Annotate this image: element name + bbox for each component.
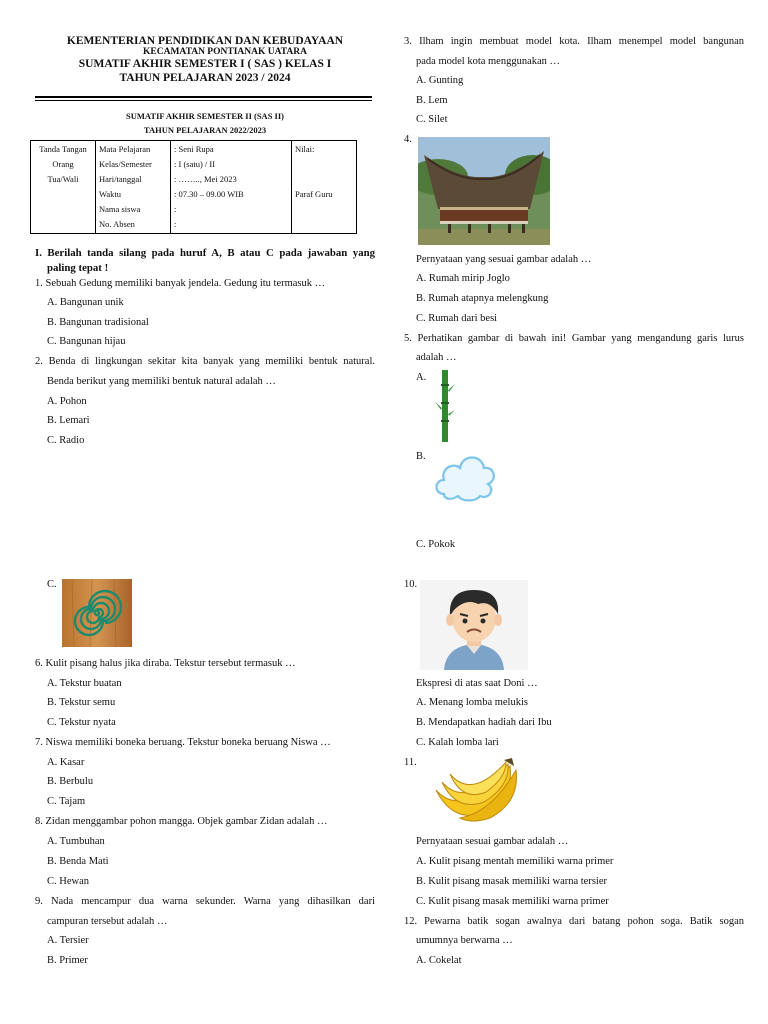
q10-option-c[interactable]: C. Kalah lomba lari [416, 737, 499, 748]
q6-option-a[interactable]: A. Tekstur buatan [47, 678, 122, 689]
q5-text: 5. Perhatikan gambar di bawah ini! Gambar yang mengandung garis lurus [404, 333, 744, 344]
q3-option-b[interactable]: B. Lem [416, 95, 448, 106]
q11-option-b[interactable]: B. Kulit pisang masak memiliki warna tersier [416, 876, 607, 887]
q5-option-c[interactable]: C. Pokok [416, 539, 456, 550]
q7-option-c[interactable]: C. Tajam [47, 796, 86, 807]
q12-option-a[interactable]: A. Cokelat [416, 955, 462, 966]
q4-option-b[interactable]: B. Rumah atapnya melengkung [416, 293, 549, 304]
q1-option-c[interactable]: C. Bangunan hijau [47, 336, 126, 347]
q5-option-b[interactable]: B. [416, 451, 426, 462]
q6-option-b[interactable]: B. Tekstur semu [47, 697, 116, 708]
sub-year-title: TAHUN PELAJARAN 2022/2023 [143, 125, 267, 135]
spiral-image [62, 579, 132, 647]
section-instruction: I. Berilah tanda silang pada huruf A, B atau C pada jawaban yang [35, 247, 375, 259]
q1-text: 1. Sebuah Gedung memiliki banyak jendela. Gedung itu termasuk … [35, 278, 326, 289]
header-rule-thick [35, 96, 372, 98]
traditional-house-image [418, 137, 550, 245]
q5-option-a[interactable]: A. [416, 372, 427, 383]
q9-text-line2: campuran tersebut adalah … [47, 916, 168, 927]
q2-option-a[interactable]: A. Pohon [47, 396, 87, 407]
parent-signature-cell: Tanda Tangan Orang Tua/Wali [31, 141, 96, 234]
q10-option-a[interactable]: A. Menang lomba melukis [416, 697, 528, 708]
q12-text-line2: umumnya berwarna … [416, 935, 513, 946]
left-option-c-label[interactable]: C. [47, 579, 57, 590]
q7-option-b[interactable]: B. Berbulu [47, 776, 94, 787]
q4-option-c[interactable]: C. Rumah dari besi [416, 313, 498, 324]
q6-text: 6. Kulit pisang halus jika diraba. Tekstur tersebut termasuk … [35, 658, 296, 669]
header-ministry: KEMENTERIAN PENDIDIKAN DAN KEBUDAYAAN [66, 35, 344, 47]
q10-text: Ekspresi di atas saat Doni … [416, 678, 538, 689]
q10-option-b[interactable]: B. Mendapatkan hadiah dari Ibu [416, 717, 552, 728]
q3-option-c[interactable]: C. Silet [416, 114, 448, 125]
q4-text: Pernyataan yang sesuai gambar adalah … [416, 254, 592, 265]
score-cell: Nilai: Paraf Guru [292, 141, 357, 234]
student-info-table [30, 140, 357, 234]
bamboo-image [434, 370, 456, 442]
sub-exam-title: SUMATIF AKHIR SEMESTER II (SAS II) [126, 111, 284, 121]
header-rule-thin [35, 100, 372, 101]
header-year: TAHUN PELAJARAN 2023 / 2024 [119, 72, 291, 84]
info-values-cell: : Seni Rupa : I (satu) / II : …….., Mei 2023 : 07.30 – 09.00 WIB : : [171, 141, 292, 234]
q11-text: Pernyataan sesuai gambar adalah … [416, 836, 569, 847]
q8-option-b[interactable]: B. Benda Mati [47, 856, 109, 867]
section-instruction-line2: paling tepat ! [47, 262, 109, 274]
q11-option-a[interactable]: A. Kulit pisang mentah memiliki warna primer [416, 856, 614, 867]
q2-option-b[interactable]: B. Lemari [47, 415, 90, 426]
q1-option-b[interactable]: B. Bangunan tradisional [47, 317, 149, 328]
q2-text: 2. Benda di lingkungan sekitar kita banyak yang memiliki bentuk natural. [35, 356, 375, 367]
q12-text: 12. Pewarna batik sogan awalnya dari batang pohon soga. Batik sogan [404, 916, 744, 927]
header-district: KECAMATAN PONTIANAK UATARA [143, 47, 307, 57]
q3-option-a[interactable]: A. Gunting [416, 75, 464, 86]
q2-text-line2: Benda berikut yang memiliki bentuk natural adalah … [47, 376, 276, 387]
q8-option-c[interactable]: C. Hewan [47, 876, 89, 887]
q4-option-a[interactable]: A. Rumah mirip Joglo [416, 273, 510, 284]
sad-boy-image [420, 580, 528, 670]
q10-number: 10. [404, 579, 418, 590]
q9-option-b[interactable]: B. Primer [47, 955, 88, 966]
banana-image [432, 756, 522, 824]
q1-option-a[interactable]: A. Bangunan unik [47, 297, 124, 308]
q7-text: 7. Niswa memiliki boneka beruang. Tekstur boneka beruang Niswa … [35, 737, 331, 748]
info-labels-cell: Mata Pelajaran Kelas/Semester Hari/tanggal Waktu Nama siswa No. Absen [96, 141, 171, 234]
q6-option-c[interactable]: C. Tekstur nyata [47, 717, 116, 728]
q7-option-a[interactable]: A. Kasar [47, 757, 85, 768]
q8-text: 8. Zidan menggambar pohon mangga. Objek gambar Zidan adalah … [35, 816, 328, 827]
q9-text: 9. Nada mencampur dua warna sekunder. Warna yang dihasilkan dari [35, 896, 375, 907]
q4-number: 4. [404, 134, 412, 145]
cloud-image [432, 446, 498, 504]
q8-option-a[interactable]: A. Tumbuhan [47, 836, 105, 847]
q9-option-a[interactable]: A. Tersier [47, 935, 89, 946]
q5-text-line2: adalah … [416, 352, 457, 363]
q3-text: 3. Ilham ingin membuat model kota. Ilham menempel model bangunan [404, 36, 744, 47]
q3-text-line2: pada model kota menggunakan … [416, 56, 561, 67]
q11-option-c[interactable]: C. Kulit pisang masak memiliki warna primer [416, 896, 609, 907]
header-exam: SUMATIF AKHIR SEMESTER I ( SAS ) KELAS I [78, 58, 332, 70]
teacher-signature-label: Paraf Guru [295, 189, 333, 199]
q2-option-c[interactable]: C. Radio [47, 435, 85, 446]
q11-number: 11. [404, 757, 417, 768]
